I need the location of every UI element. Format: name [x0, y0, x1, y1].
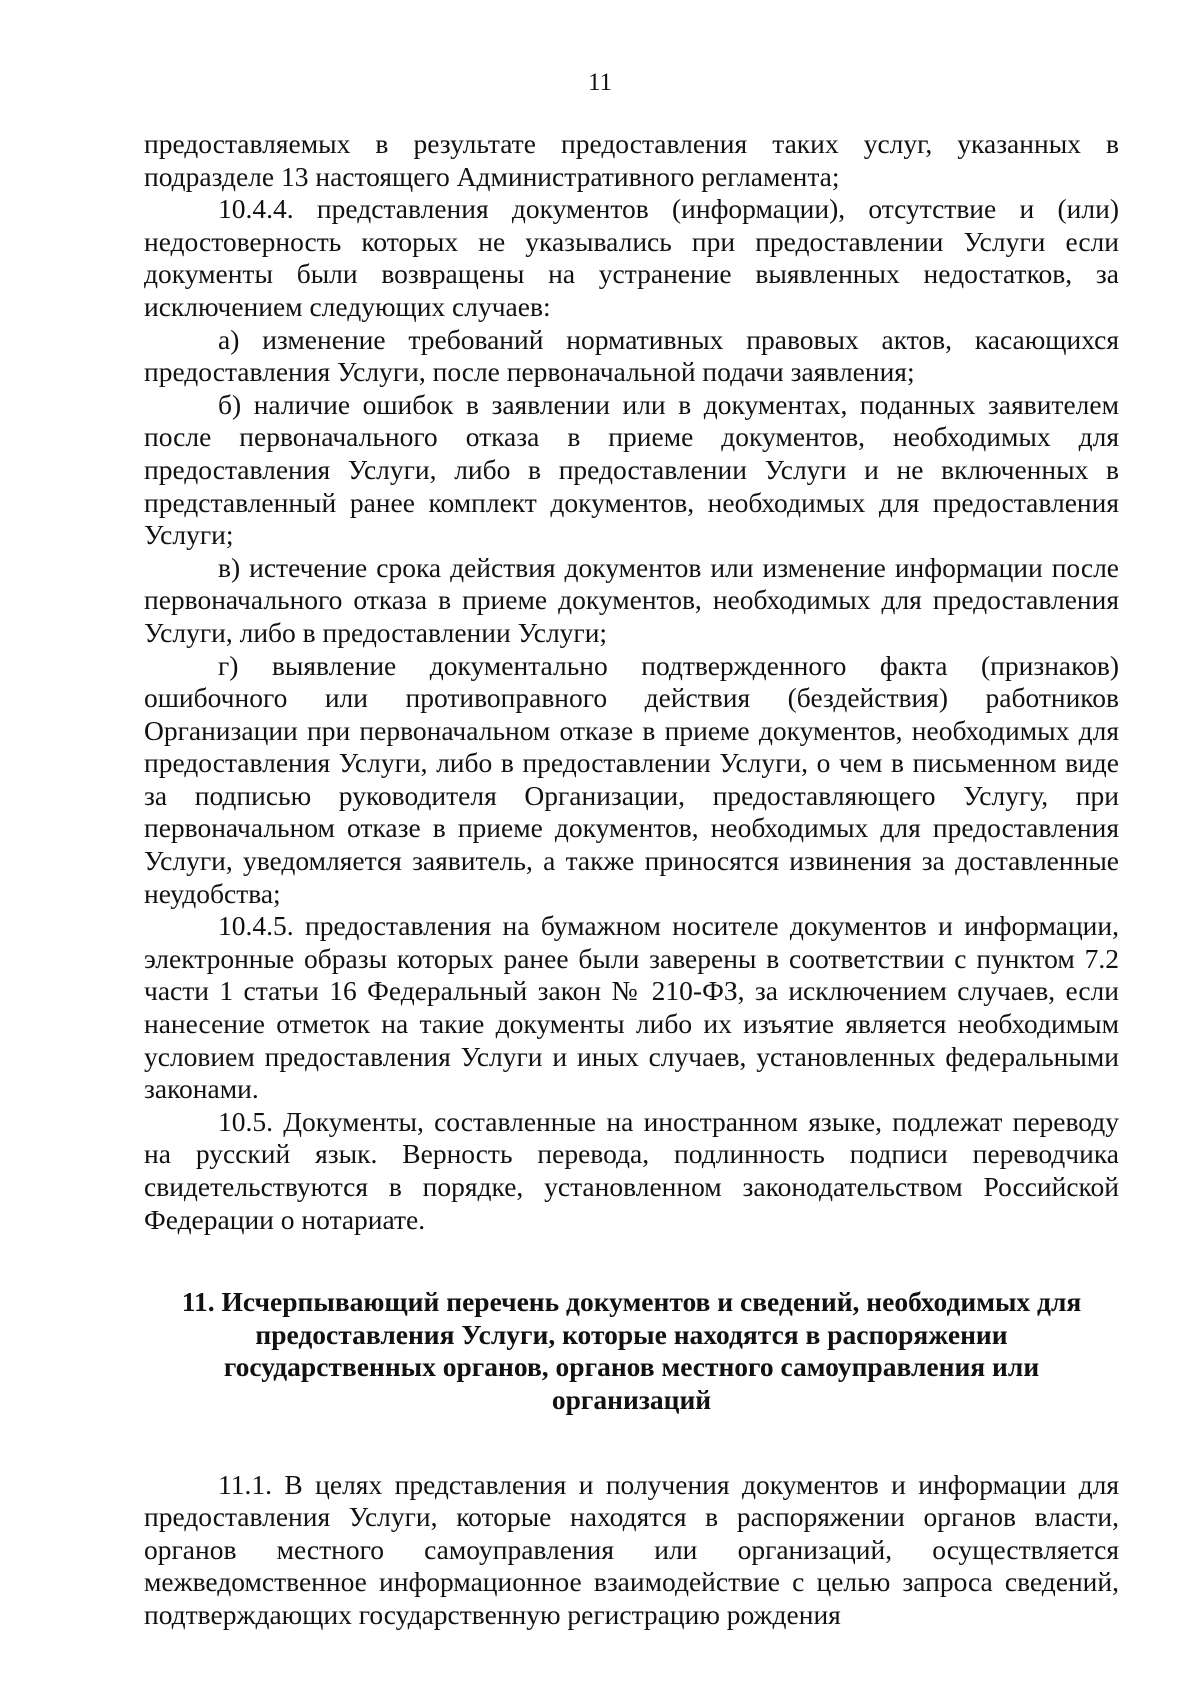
page-number: 11	[587, 69, 613, 96]
paragraph-10-4-4: 10.4.4. представления документов (информации), отсутствие и (или) недостоверность которых не указывались при предоставлении Услуги если документы были возвращены на устранение выявленных недостатков, за исключением следующих случаев:	[144, 193, 1119, 322]
list-item-a: а) изменение требований нормативных правовых актов, касающихся предоставления Услуги, после первоначальной подачи заявления;	[144, 323, 1119, 388]
document-body	[144, 128, 1119, 1632]
list-item-g: г) выявление документально подтвержденного факта (признаков) ошибочного или противоправного действия (бездействия) работников Организации при первоначальном отказе в приеме документов, необходимых для предоставления Услуги, либо в предоставлении Услуги, о чем в письменном виде за подписью руководителя Организации, предоставляющего Услугу, при первоначальном отказе в приеме документов, необходимых для предоставления Услуги, уведомляется заявитель, а также приносятся извинения за доставленные неудобства;	[144, 649, 1119, 909]
paragraph-continuation: предоставляемых в результате предоставления таких услуг, указанных в подразделе 13 настоящего Административного регламента;	[144, 128, 1119, 192]
paragraph-10-4-5: 10.4.5. предоставления на бумажном носителе документов и информации, электронные образы которых ранее были заверены в соответствии с пунктом 7.2 части 1 статьи 16 Федеральный закон № 210-ФЗ, за исключением случаев, если нанесение отметок на такие документы либо их изъятие является необходимым условием предоставления Услуги и иных случаев, установленных федеральными законами.	[144, 910, 1119, 1105]
paragraph-11-1: 11.1. В целях представления и получения документов и информации для предоставления Услуги, которые находятся в распоряжении органов власти, органов местного самоуправления или организаций, осуществляется межведомственное информационное взаимодействие с целью запроса сведений, подтверждающих государственную регистрацию рождения	[144, 1468, 1119, 1630]
paragraph-10-5: 10.5. Документы, составленные на иностранном языке, подлежат переводу на русский язык. Верность перевода, подлинность подписи переводчика свидетельствуются в порядке, установленном законодательством Российской Федерации о нотариате.	[144, 1105, 1119, 1235]
list-item-v: в) истечение срока действия документов или изменение информации после первоначального отказа в приеме документов, необходимых для предоставления Услуги, либо в предоставлении Услуги;	[144, 551, 1119, 648]
list-item-b: б) наличие ошибок в заявлении или в документах, поданных заявителем после первоначального отказа в приеме документов, необходимых для предоставления Услуги, либо в предоставлении Услуги и не включенных в представленный ранее комплект документов, необходимых для предоставления Услуги;	[144, 388, 1119, 551]
section-heading: 11. Исчерпывающий перечень документов и сведений, необходимых для предоставления Услуги, которые находятся в распоряжении государственных органов, органов местного самоуправления или организаций	[181, 1286, 1082, 1415]
